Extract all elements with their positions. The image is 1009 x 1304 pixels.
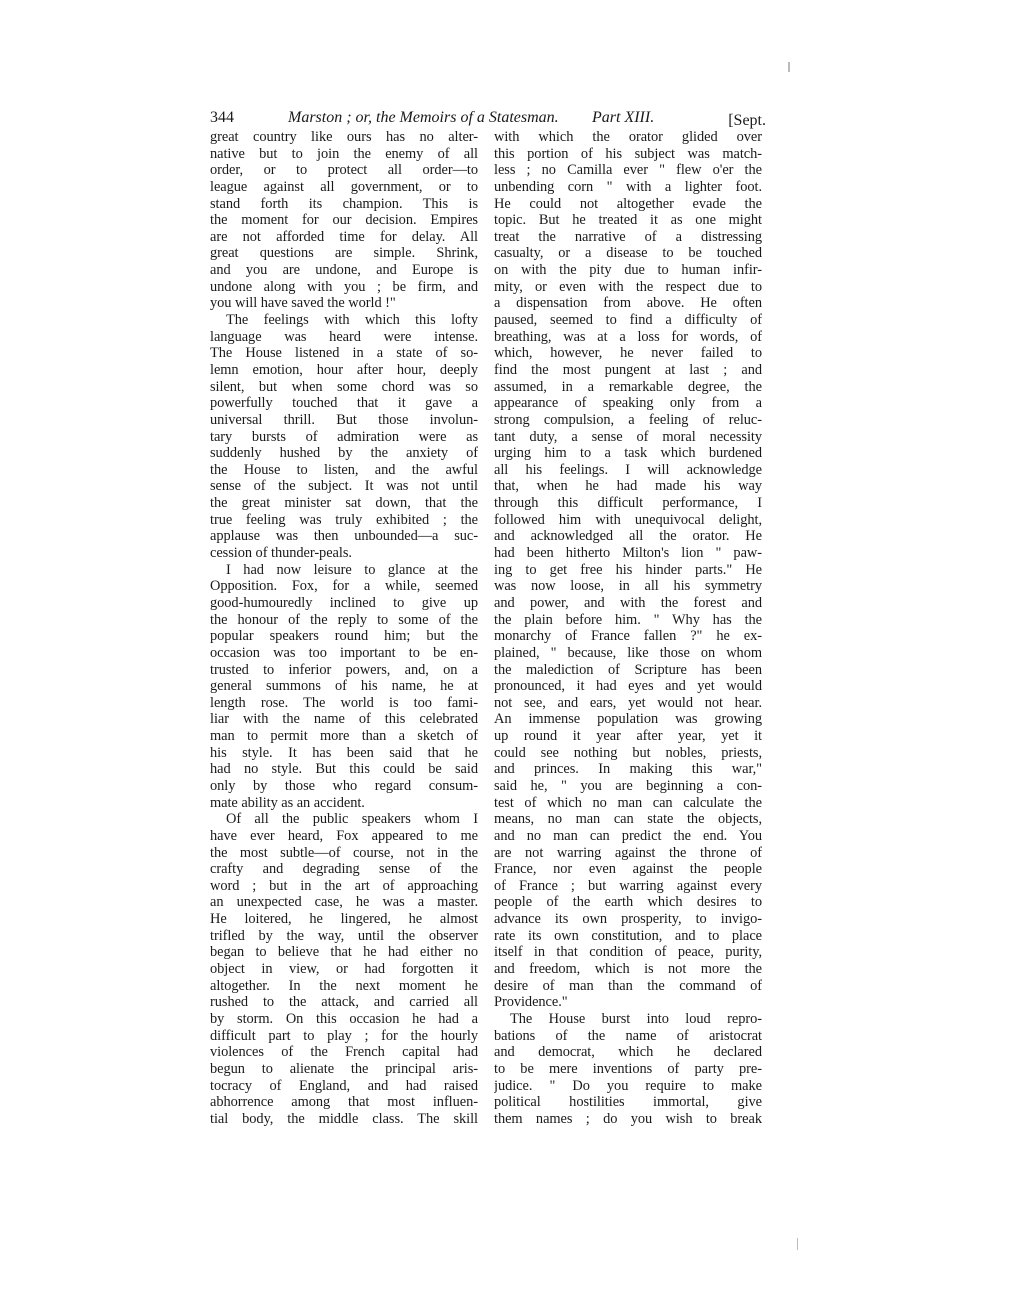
text-line: and freedom, which is not more the	[494, 961, 762, 978]
text-line: trusted to inferior powers, and, on a	[210, 661, 478, 678]
text-line: The House listened in a state of so-	[210, 345, 478, 362]
running-head	[210, 106, 770, 130]
text-line: mate ability as an accident.	[210, 794, 365, 811]
text-line: occasion was too important to be en-	[210, 644, 478, 661]
scan-mark	[788, 62, 790, 72]
text-line: that, when he had made his way	[494, 478, 762, 495]
text-line: difficult part to play ; for the hourly	[210, 1027, 478, 1044]
text-line: abhorrence among that most influen-	[210, 1094, 478, 1111]
text-line: paused, seemed to find a difficulty of	[494, 312, 762, 329]
text-line: cession of thunder-peals.	[210, 545, 352, 562]
text-line: begun to alienate the principal aris-	[210, 1060, 478, 1077]
text-line: He loitered, he lingered, he almost	[210, 911, 478, 928]
text-line: universal thrill. But those involun-	[210, 411, 478, 428]
text-line: was now loose, in all his symmetry	[494, 578, 762, 595]
text-line: topic. But he treated it as one might	[494, 212, 762, 229]
text-line: are not afforded time for delay. All	[210, 228, 478, 245]
text-line: order, or to protect all order—to	[210, 162, 478, 179]
text-line: his style. It has been said that he	[210, 744, 478, 761]
text-line: began to believe that he had either no	[210, 944, 478, 961]
text-line: league against all government, or to	[210, 178, 478, 195]
text-line: tary bursts of admiration were as	[210, 428, 478, 445]
text-line: I had now leisure to glance at the	[226, 561, 478, 578]
text-line: this portion of his subject was match-	[494, 145, 762, 162]
text-line: all his feelings. I will acknowledge	[494, 461, 762, 478]
text-line: rushed to the attack, and carried all	[210, 994, 478, 1011]
text-line: breathing, was at a loss for words, of	[494, 328, 762, 345]
text-line: bations of the name of aristocrat	[494, 1027, 762, 1044]
text-line: native but to join the enemy of all	[210, 145, 478, 162]
text-line: the most subtle—of course, not in the	[210, 844, 478, 861]
text-line: the moment for our decision. Empires	[210, 212, 478, 229]
text-line: less ; no Camilla ever " flew o'er the	[494, 162, 762, 179]
text-line: find the most pungent at last ; and	[494, 361, 762, 378]
text-line: could see nothing but nobles, priests,	[494, 744, 762, 761]
text-line: powerfully touched that it gave a	[210, 395, 478, 412]
text-line: monarchy of France fallen ?" he ex-	[494, 628, 762, 645]
text-line: you will have saved the world !"	[210, 295, 396, 312]
text-line: object in view, or had forgotten it	[210, 961, 478, 978]
text-line: Providence."	[494, 994, 568, 1011]
text-line: treat the narrative of a distressing	[494, 228, 762, 245]
text-line: mity, or even with the respect due to	[494, 278, 762, 295]
text-line: an unexpected case, he was a master.	[210, 894, 478, 911]
text-line: and acknowledged all the orator. He	[494, 528, 762, 545]
text-line: undone along with you ; be firm, and	[210, 278, 478, 295]
text-line: them names ; do you wish to break	[494, 1110, 762, 1127]
text-line: length rose. The world is too fami-	[210, 694, 478, 711]
text-line: people of the earth which desires to	[494, 894, 762, 911]
page-number: 344	[210, 109, 234, 126]
text-line: judice. " Do you require to make	[494, 1077, 762, 1094]
text-line: Opposition. Fox, for a while, seemed	[210, 578, 478, 595]
text-line: the House to listen, and the awful	[210, 461, 478, 478]
left-column	[210, 129, 478, 1127]
text-line: suddenly hushed by the anxiety of	[210, 445, 478, 462]
text-line: man to permit more than a sketch of	[210, 728, 478, 745]
text-line: on with the pity due to human infir-	[494, 262, 762, 279]
text-line: the malediction of Scripture has been	[494, 661, 762, 678]
text-line: unbending corn " with a lighter foot.	[494, 178, 762, 195]
text-line: political hostilities immortal, give	[494, 1094, 762, 1111]
text-line: tocracy of England, and had raised	[210, 1077, 478, 1094]
text-line: Of all the public speakers whom I	[226, 811, 478, 828]
text-line: strong compulsion, a feeling of reluc-	[494, 411, 762, 428]
text-line: tial body, the middle class. The skill	[210, 1110, 478, 1127]
text-line: desire of man than the command of	[494, 977, 762, 994]
text-line: great questions are simple. Shrink,	[210, 245, 478, 262]
text-line: appearance of speaking only from a	[494, 395, 762, 412]
text-line: a dispensation from above. He often	[494, 295, 762, 312]
text-line: silent, but when some chord was so	[210, 378, 478, 395]
text-line: altogether. In the next moment he	[210, 977, 478, 994]
text-line: liar with the name of this celebrated	[210, 711, 478, 728]
text-line: general summons of his name, he at	[210, 678, 478, 695]
text-line: test of which no man can calculate the	[494, 794, 762, 811]
text-line: true feeling was truly exhibited ; the	[210, 511, 478, 528]
text-line: advance its own prosperity, to invigo-	[494, 911, 762, 928]
part-label: Part XIII.	[592, 109, 655, 126]
text-line: pronounced, it had eyes and yet would	[494, 678, 762, 695]
text-line: itself in that condition of peace, purity,	[494, 944, 762, 961]
text-line: followed him with unequivocal delight,	[494, 511, 762, 528]
text-line: and power, and with the forest and	[494, 594, 762, 611]
text-line: the honour of the reply to some of the	[210, 611, 478, 628]
text-line: plained, " because, like those on whom	[494, 644, 762, 661]
text-line: urging him to a task which burdened	[494, 445, 762, 462]
text-line: had no style. But this could be said	[210, 761, 478, 778]
text-line: great country like ours has no alter-	[210, 129, 478, 145]
right-column	[494, 129, 762, 1127]
text-line: word ; but in the art of approaching	[210, 877, 478, 894]
text-line: stand forth its champion. This is	[210, 195, 478, 212]
text-line: tant duty, a sense of moral necessity	[494, 428, 762, 445]
text-line: The feelings with which this lofty	[226, 312, 478, 329]
month-label: [Sept.	[728, 112, 766, 129]
text-line: up round it year after year, yet it	[494, 728, 762, 745]
running-title: Marston ; or, the Memoirs of a Statesman.	[288, 109, 559, 126]
text-line: rate its own constitution, and to place	[494, 927, 762, 944]
text-line: casualty, or a disease to be touched	[494, 245, 762, 262]
text-line: language was heard were intense.	[210, 328, 478, 345]
text-line: are not warring against the throne of	[494, 844, 762, 861]
text-line: applause was then unbounded—a suc-	[210, 528, 478, 545]
scan-mark	[797, 1238, 798, 1250]
text-line: ing to get free his hinder parts." He	[494, 561, 762, 578]
text-line: through this difficult performance, I	[494, 495, 762, 512]
text-line: which, however, he never failed to	[494, 345, 762, 362]
text-line: with which the orator glided over	[494, 129, 762, 145]
text-line: have ever heard, Fox appeared to me	[210, 827, 478, 844]
text-line: popular speakers round him; but the	[210, 628, 478, 645]
text-line: trifled by the way, until the observer	[210, 927, 478, 944]
text-line: the plain before him. " Why has the	[494, 611, 762, 628]
text-line: crafty and degrading sense of the	[210, 861, 478, 878]
text-line: The House burst into loud repro-	[510, 1010, 762, 1027]
text-line: of France ; but warring against every	[494, 877, 762, 894]
text-line: An immense population was growing	[494, 711, 762, 728]
text-line: said he, " you are beginning a con-	[494, 777, 762, 794]
text-line: sense of the subject. It was not until	[210, 478, 478, 495]
text-line: not see, and ears, yet would not hear.	[494, 694, 762, 711]
text-line: only by those who regard consum-	[210, 777, 478, 794]
text-line: and democrat, which he declared	[494, 1044, 762, 1061]
text-line: assumed, in a remarkable degree, the	[494, 378, 762, 395]
text-line: lemn emotion, hour after hour, deeply	[210, 361, 478, 378]
text-line: good-humouredly inclined to give up	[210, 594, 478, 611]
text-line: had been hitherto Milton's lion " paw-	[494, 545, 762, 562]
text-line: means, no man can state the objects,	[494, 811, 762, 828]
text-line: France, nor even against the people	[494, 861, 762, 878]
text-line: He could not altogether evade the	[494, 195, 762, 212]
text-line: and no man can predict the end. You	[494, 827, 762, 844]
text-line: to be mere inventions of party pre-	[494, 1060, 762, 1077]
text-line: violences of the French capital had	[210, 1044, 478, 1061]
text-line: and princes. In making this war,"	[494, 761, 762, 778]
text-line: and you are undone, and Europe is	[210, 262, 478, 279]
text-line: the great minister sat down, that the	[210, 495, 478, 512]
text-line: by storm. On this occasion he had a	[210, 1010, 478, 1027]
